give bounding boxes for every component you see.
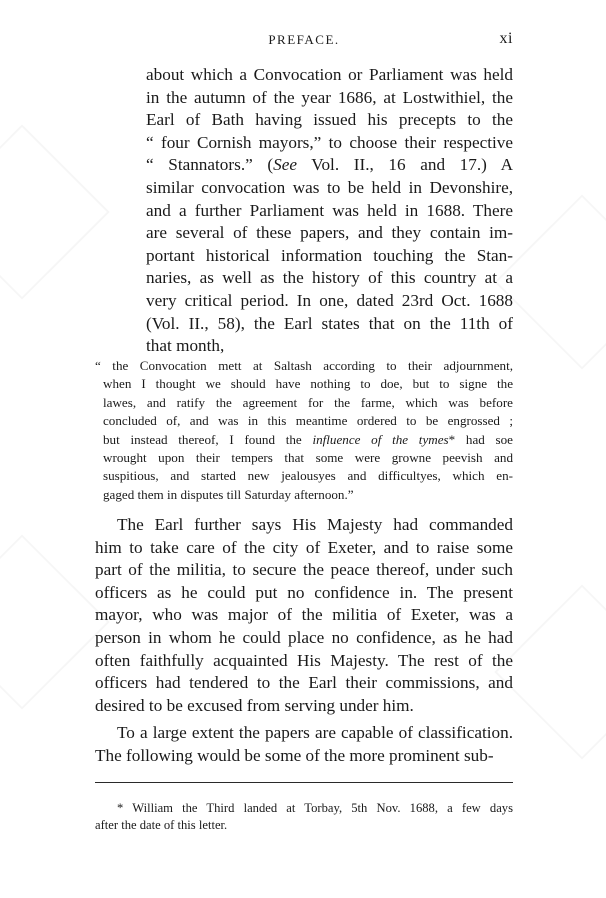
text-line: when I thought we should have nothing to doe, but to signe the [103,376,513,392]
text-line: suspitious, and started new jealousyes and difficultyes, which en- [103,468,513,484]
text-line: mayor, who was major of the militia of Exeter, was a [95,605,513,625]
text-line: often faithfully acquainted His Majesty. The rest of the [95,650,513,670]
watermark-diamond [0,124,110,299]
quotation-block [95,357,513,504]
text-line: portant historical information touching the Stan- [146,245,513,265]
footnote [95,800,513,834]
page-number: xi [499,30,513,47]
text-line: person in whom he could place no confidence, as he had [95,627,513,647]
page-header [95,30,513,52]
text-line: about which a Convocation or Parliament was held [146,65,513,84]
text-line: lawes, and ratify the agreement for the farme, which was before [103,394,513,410]
text-line: wrought upon their tempers that some were growne peevish and [103,450,513,466]
text-line: are several of these papers, and they contain im- [146,223,513,243]
text-line: “ four Cornish mayors,” to choose their respective [146,132,513,152]
text-line: * William the Third landed at Torbay, 5th Nov. 1688, a few days [117,801,513,815]
text-line: officers had tendered to the Earl their commissions, and [95,673,513,693]
text-line: naries, as well as the history of this country at a [146,268,513,288]
text-line: officers as he could put no confidence in. The present [95,582,513,602]
text-line: The following would be some of the more prominent sub- [95,745,494,765]
paragraph-exeter [95,514,513,717]
text-line: but instead thereof, I found the influence of the tymes* had soe [103,431,513,447]
text-line: that month, [146,336,225,356]
text-line: after the date of this letter. [95,818,228,832]
running-title: PREFACE. [268,32,340,47]
text-line: him to take care of the city of Exeter, and to raise some [95,537,513,557]
text-line: gaged them in disputes till Saturday afternoon.” [103,486,354,502]
paragraph-classification [95,722,513,767]
text-line: in the autumn of the year 1686, at Lostwithiel, the [146,87,513,107]
text-line: very critical period. In one, dated 23rd Oct. 1688 [146,290,513,310]
footnote-rule [95,782,513,783]
text-line: desired to be excused from serving under him. [95,695,414,715]
text-line: To a large extent the papers are capable of classification. [117,723,513,742]
text-line: (Vol. II., 58), the Earl states that on the 11th of [146,313,513,333]
paragraph-convocation [146,64,513,358]
text-line: part of the militia, to secure the peace thereof, under such [95,560,513,580]
text-line: Earl of Bath having issued his precepts to the [146,110,513,130]
text-line: concluded of, and was in this meantime ordered to be engrossed ; [103,413,513,429]
text-line: “ the Convocation mett at Saltash according to their adjournment, [95,358,513,373]
text-line: “ Stannators.” (See Vol. II., 16 and 17.) A [146,155,513,175]
text-line: similar convocation was to be held in Devonshire, [146,177,513,197]
watermark-diamond [0,534,110,709]
text-line: and a further Parliament was held in 1688. There [146,200,513,220]
text-line: The Earl further says His Majesty had commanded [117,515,513,534]
